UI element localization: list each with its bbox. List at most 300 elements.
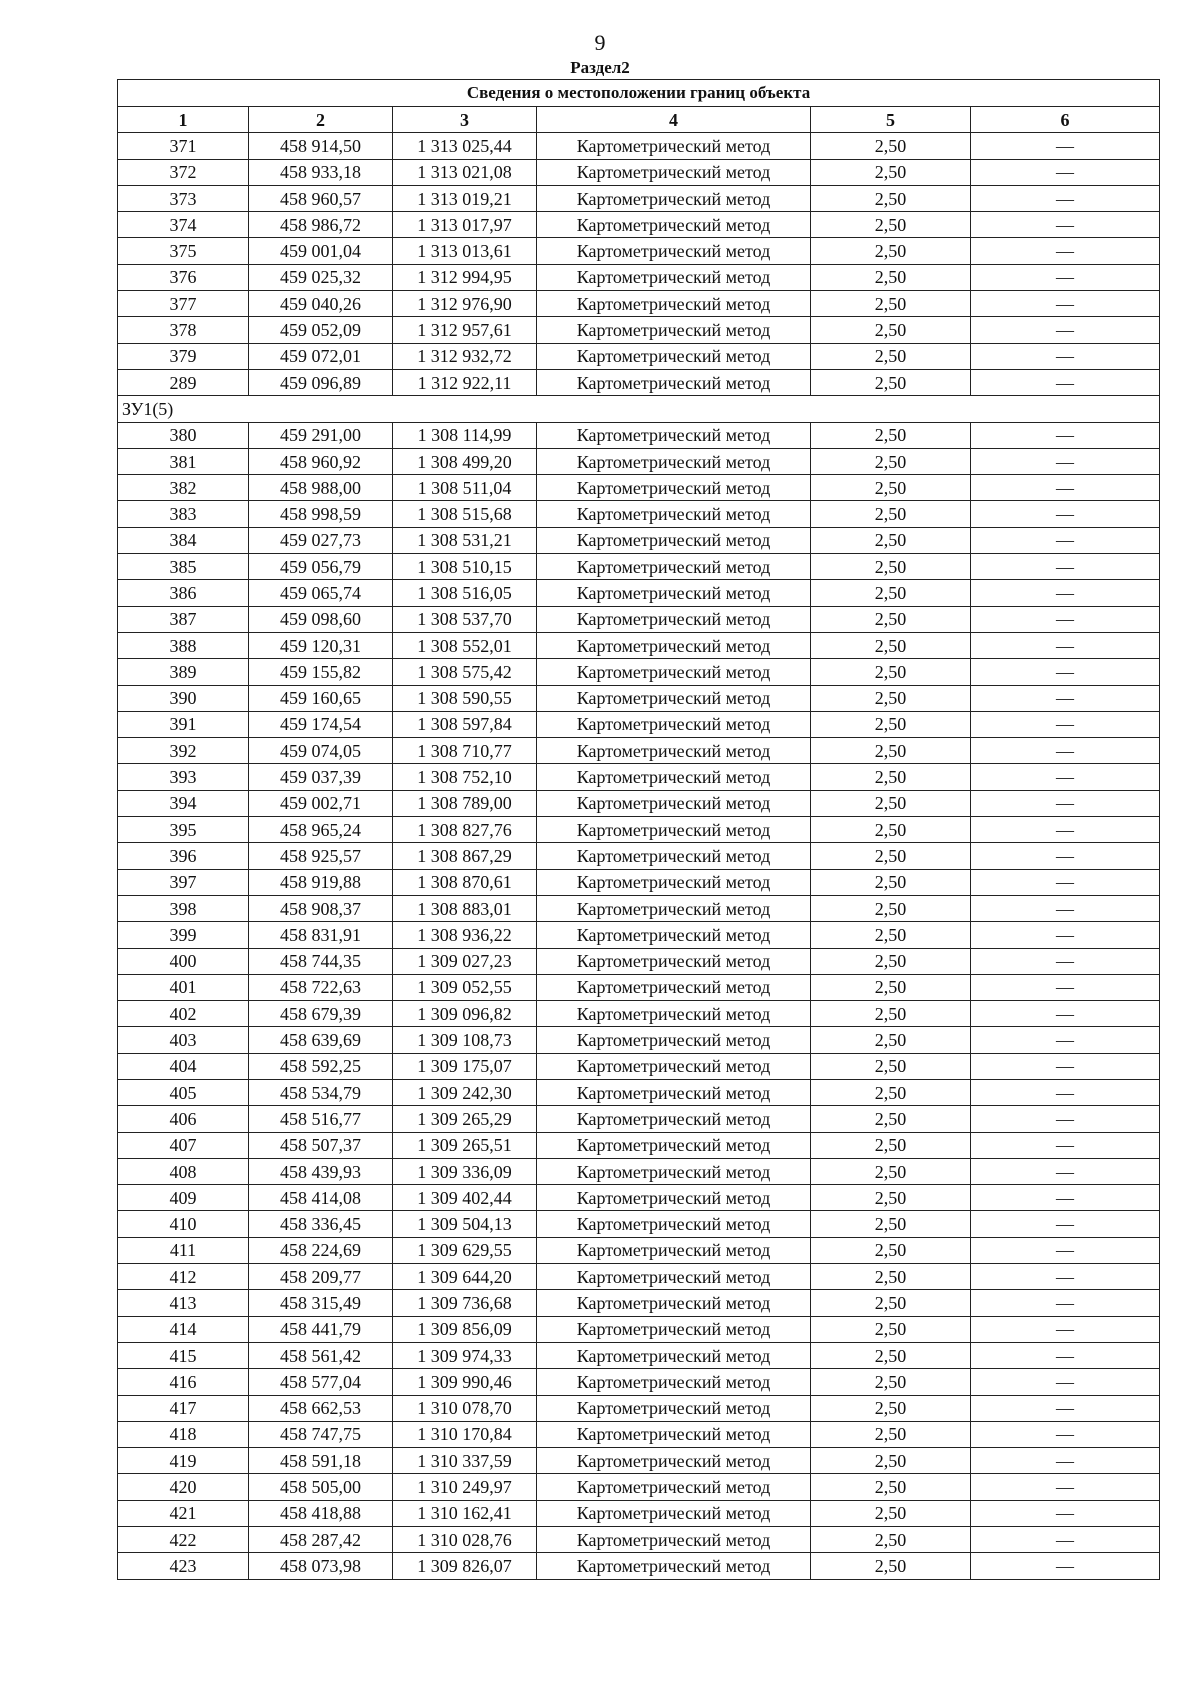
point-number-cell: 409 [118,1185,249,1211]
table-row [118,1553,1160,1579]
y-coordinate-cell: 1 313 013,61 [393,238,537,264]
description-cell: — [971,1132,1160,1158]
column-header: 5 [811,107,971,133]
x-coordinate-cell: 459 291,00 [249,422,393,448]
x-coordinate-cell: 459 052,09 [249,317,393,343]
accuracy-cell: 2,50 [811,1316,971,1342]
point-number-cell: 386 [118,580,249,606]
point-number-cell: 387 [118,606,249,632]
point-number-cell: 373 [118,185,249,211]
x-coordinate-cell: 458 988,00 [249,475,393,501]
method-cell: Картометрический метод [537,1369,811,1395]
y-coordinate-cell: 1 308 827,76 [393,817,537,843]
x-coordinate-cell: 458 418,88 [249,1500,393,1526]
table-row [118,291,1160,317]
description-cell: — [971,1395,1160,1421]
point-number-cell: 416 [118,1369,249,1395]
table-row [118,606,1160,632]
x-coordinate-cell: 458 505,00 [249,1474,393,1500]
description-cell: — [971,1421,1160,1447]
x-coordinate-cell: 458 960,57 [249,185,393,211]
y-coordinate-cell: 1 313 025,44 [393,133,537,159]
table-row [118,790,1160,816]
y-coordinate-cell: 1 312 932,72 [393,343,537,369]
y-coordinate-cell: 1 309 990,46 [393,1369,537,1395]
point-number-cell: 422 [118,1527,249,1553]
y-coordinate-cell: 1 308 752,10 [393,764,537,790]
accuracy-cell: 2,50 [811,1237,971,1263]
description-cell: — [971,369,1160,395]
table-row [118,1079,1160,1105]
table-row [118,1474,1160,1500]
accuracy-cell: 2,50 [811,1500,971,1526]
point-number-cell: 374 [118,212,249,238]
point-number-cell: 380 [118,422,249,448]
accuracy-cell: 2,50 [811,685,971,711]
table-row [118,1369,1160,1395]
x-coordinate-cell: 459 002,71 [249,790,393,816]
method-cell: Картометрический метод [537,685,811,711]
point-number-cell: 371 [118,133,249,159]
table-row [118,133,1160,159]
accuracy-cell: 2,50 [811,1053,971,1079]
point-number-cell: 404 [118,1053,249,1079]
y-coordinate-cell: 1 310 249,97 [393,1474,537,1500]
description-cell: — [971,606,1160,632]
accuracy-cell: 2,50 [811,527,971,553]
x-coordinate-cell: 458 925,57 [249,843,393,869]
x-coordinate-cell: 459 160,65 [249,685,393,711]
table-row [118,738,1160,764]
table-row [118,1264,1160,1290]
point-number-cell: 399 [118,922,249,948]
description-cell: — [971,1553,1160,1579]
description-cell: — [971,1474,1160,1500]
table-row [118,1053,1160,1079]
x-coordinate-cell: 459 001,04 [249,238,393,264]
y-coordinate-cell: 1 310 078,70 [393,1395,537,1421]
y-coordinate-cell: 1 309 027,23 [393,948,537,974]
y-coordinate-cell: 1 308 883,01 [393,895,537,921]
x-coordinate-cell: 458 679,39 [249,1001,393,1027]
y-coordinate-cell: 1 309 856,09 [393,1316,537,1342]
description-cell: — [971,159,1160,185]
accuracy-cell: 2,50 [811,948,971,974]
point-number-cell: 400 [118,948,249,974]
y-coordinate-cell: 1 309 108,73 [393,1027,537,1053]
accuracy-cell: 2,50 [811,264,971,290]
x-coordinate-cell: 458 441,79 [249,1316,393,1342]
accuracy-cell: 2,50 [811,1421,971,1447]
accuracy-cell: 2,50 [811,1211,971,1237]
point-number-cell: 417 [118,1395,249,1421]
method-cell: Картометрический метод [537,817,811,843]
column-number-row [118,107,1160,133]
point-number-cell: 382 [118,475,249,501]
y-coordinate-cell: 1 309 265,51 [393,1132,537,1158]
table-row [118,922,1160,948]
y-coordinate-cell: 1 312 994,95 [393,264,537,290]
table-row [118,422,1160,448]
description-cell: — [971,580,1160,606]
y-coordinate-cell: 1 309 974,33 [393,1342,537,1368]
method-cell: Картометрический метод [537,1342,811,1368]
y-coordinate-cell: 1 308 710,77 [393,738,537,764]
table-row [118,843,1160,869]
method-cell: Картометрический метод [537,1500,811,1526]
description-cell: — [971,1264,1160,1290]
x-coordinate-cell: 458 831,91 [249,922,393,948]
method-cell: Картометрический метод [537,1395,811,1421]
table-caption-row [118,80,1160,107]
accuracy-cell: 2,50 [811,422,971,448]
method-cell: Картометрический метод [537,1106,811,1132]
point-number-cell: 421 [118,1500,249,1526]
y-coordinate-cell: 1 308 789,00 [393,790,537,816]
method-cell: Картометрический метод [537,1421,811,1447]
description-cell: — [971,1079,1160,1105]
accuracy-cell: 2,50 [811,974,971,1000]
x-coordinate-cell: 458 534,79 [249,1079,393,1105]
point-number-cell: 394 [118,790,249,816]
x-coordinate-cell: 459 096,89 [249,369,393,395]
point-number-cell: 402 [118,1001,249,1027]
group-row [118,396,1160,422]
x-coordinate-cell: 459 098,60 [249,606,393,632]
description-cell: — [971,764,1160,790]
point-number-cell: 376 [118,264,249,290]
x-coordinate-cell: 458 662,53 [249,1395,393,1421]
method-cell: Картометрический метод [537,764,811,790]
y-coordinate-cell: 1 308 867,29 [393,843,537,869]
method-cell: Картометрический метод [537,422,811,448]
accuracy-cell: 2,50 [811,159,971,185]
accuracy-cell: 2,50 [811,632,971,658]
description-cell: — [971,1158,1160,1184]
accuracy-cell: 2,50 [811,790,971,816]
description-cell: — [971,974,1160,1000]
method-cell: Картометрический метод [537,1079,811,1105]
table-body [118,133,1160,1579]
x-coordinate-cell: 458 744,35 [249,948,393,974]
method-cell: Картометрический метод [537,1053,811,1079]
y-coordinate-cell: 1 313 021,08 [393,159,537,185]
method-cell: Картометрический метод [537,1474,811,1500]
y-coordinate-cell: 1 312 957,61 [393,317,537,343]
y-coordinate-cell: 1 309 402,44 [393,1185,537,1211]
table-row [118,554,1160,580]
table-row [118,264,1160,290]
accuracy-cell: 2,50 [811,554,971,580]
table-row [118,1448,1160,1474]
accuracy-cell: 2,50 [811,1527,971,1553]
method-cell: Картометрический метод [537,659,811,685]
x-coordinate-cell: 458 315,49 [249,1290,393,1316]
description-cell: — [971,317,1160,343]
accuracy-cell: 2,50 [811,606,971,632]
table-row [118,1395,1160,1421]
table-row [118,659,1160,685]
accuracy-cell: 2,50 [811,1342,971,1368]
point-number-cell: 383 [118,501,249,527]
point-number-cell: 392 [118,738,249,764]
point-number-cell: 378 [118,317,249,343]
description-cell: — [971,475,1160,501]
accuracy-cell: 2,50 [811,1395,971,1421]
accuracy-cell: 2,50 [811,1132,971,1158]
description-cell: — [971,1237,1160,1263]
method-cell: Картометрический метод [537,1316,811,1342]
x-coordinate-cell: 459 174,54 [249,711,393,737]
accuracy-cell: 2,50 [811,711,971,737]
y-coordinate-cell: 1 309 629,55 [393,1237,537,1263]
method-cell: Картометрический метод [537,212,811,238]
point-number-cell: 388 [118,632,249,658]
description-cell: — [971,922,1160,948]
table-row [118,1027,1160,1053]
description-cell: — [971,422,1160,448]
description-cell: — [971,1001,1160,1027]
table-row [118,1316,1160,1342]
description-cell: — [971,685,1160,711]
x-coordinate-cell: 458 209,77 [249,1264,393,1290]
method-cell: Картометрический метод [537,527,811,553]
table-row [118,238,1160,264]
point-number-cell: 390 [118,685,249,711]
x-coordinate-cell: 458 914,50 [249,133,393,159]
y-coordinate-cell: 1 309 265,29 [393,1106,537,1132]
x-coordinate-cell: 459 027,73 [249,527,393,553]
table-row [118,1132,1160,1158]
table-row [118,685,1160,711]
point-number-cell: 372 [118,159,249,185]
accuracy-cell: 2,50 [811,133,971,159]
method-cell: Картометрический метод [537,1158,811,1184]
y-coordinate-cell: 1 308 575,42 [393,659,537,685]
table-row [118,448,1160,474]
method-cell: Картометрический метод [537,1211,811,1237]
x-coordinate-cell: 459 040,26 [249,291,393,317]
accuracy-cell: 2,50 [811,317,971,343]
accuracy-cell: 2,50 [811,1290,971,1316]
accuracy-cell: 2,50 [811,1264,971,1290]
point-number-cell: 395 [118,817,249,843]
x-coordinate-cell: 458 592,25 [249,1053,393,1079]
point-number-cell: 410 [118,1211,249,1237]
accuracy-cell: 2,50 [811,1027,971,1053]
table-row [118,1185,1160,1211]
y-coordinate-cell: 1 310 162,41 [393,1500,537,1526]
table-row [118,1001,1160,1027]
table-row [118,1237,1160,1263]
method-cell: Картометрический метод [537,711,811,737]
description-cell: — [971,1290,1160,1316]
y-coordinate-cell: 1 310 028,76 [393,1527,537,1553]
point-number-cell: 379 [118,343,249,369]
description-cell: — [971,1316,1160,1342]
method-cell: Картометрический метод [537,554,811,580]
x-coordinate-cell: 458 414,08 [249,1185,393,1211]
method-cell: Картометрический метод [537,185,811,211]
method-cell: Картометрический метод [537,922,811,948]
x-coordinate-cell: 458 591,18 [249,1448,393,1474]
table-row [118,1421,1160,1447]
description-cell: — [971,817,1160,843]
accuracy-cell: 2,50 [811,238,971,264]
accuracy-cell: 2,50 [811,1158,971,1184]
accuracy-cell: 2,50 [811,659,971,685]
column-header: 2 [249,107,393,133]
method-cell: Картометрический метод [537,501,811,527]
page-number: 9 [594,30,606,55]
x-coordinate-cell: 458 224,69 [249,1237,393,1263]
table-caption: Сведения о местоположении границ объекта [118,80,1160,107]
method-cell: Картометрический метод [537,1290,811,1316]
point-number-cell: 389 [118,659,249,685]
y-coordinate-cell: 1 308 114,99 [393,422,537,448]
accuracy-cell: 2,50 [811,738,971,764]
table-row [118,974,1160,1000]
description-cell: — [971,238,1160,264]
method-cell: Картометрический метод [537,606,811,632]
table-row [118,948,1160,974]
description-cell: — [971,185,1160,211]
group-label: ЗУ1(5) [118,396,1160,422]
accuracy-cell: 2,50 [811,475,971,501]
point-number-cell: 405 [118,1079,249,1105]
description-cell: — [971,632,1160,658]
x-coordinate-cell: 459 072,01 [249,343,393,369]
accuracy-cell: 2,50 [811,764,971,790]
table-row [118,1500,1160,1526]
y-coordinate-cell: 1 308 515,68 [393,501,537,527]
point-number-cell: 289 [118,369,249,395]
accuracy-cell: 2,50 [811,501,971,527]
table-row [118,1342,1160,1368]
table-row [118,1527,1160,1553]
x-coordinate-cell: 459 074,05 [249,738,393,764]
y-coordinate-cell: 1 308 590,55 [393,685,537,711]
x-coordinate-cell: 459 065,74 [249,580,393,606]
description-cell: — [971,790,1160,816]
x-coordinate-cell: 458 439,93 [249,1158,393,1184]
point-number-cell: 375 [118,238,249,264]
method-cell: Картометрический метод [537,1527,811,1553]
table-row [118,817,1160,843]
point-number-cell: 406 [118,1106,249,1132]
accuracy-cell: 2,50 [811,369,971,395]
method-cell: Картометрический метод [537,974,811,1000]
y-coordinate-cell: 1 309 826,07 [393,1553,537,1579]
x-coordinate-cell: 458 722,63 [249,974,393,1000]
description-cell: — [971,1342,1160,1368]
method-cell: Картометрический метод [537,580,811,606]
accuracy-cell: 2,50 [811,895,971,921]
boundary-coordinates-table [117,79,1160,1580]
point-number-cell: 415 [118,1342,249,1368]
method-cell: Картометрический метод [537,1132,811,1158]
description-cell: — [971,1053,1160,1079]
x-coordinate-cell: 459 037,39 [249,764,393,790]
description-cell: — [971,527,1160,553]
method-cell: Картометрический метод [537,632,811,658]
point-number-cell: 420 [118,1474,249,1500]
x-coordinate-cell: 459 120,31 [249,632,393,658]
x-coordinate-cell: 458 747,75 [249,1421,393,1447]
method-cell: Картометрический метод [537,264,811,290]
accuracy-cell: 2,50 [811,1185,971,1211]
point-number-cell: 381 [118,448,249,474]
x-coordinate-cell: 458 908,37 [249,895,393,921]
table-row [118,317,1160,343]
accuracy-cell: 2,50 [811,843,971,869]
y-coordinate-cell: 1 309 052,55 [393,974,537,1000]
y-coordinate-cell: 1 308 499,20 [393,448,537,474]
point-number-cell: 397 [118,869,249,895]
y-coordinate-cell: 1 312 922,11 [393,369,537,395]
description-cell: — [971,1500,1160,1526]
description-cell: — [971,291,1160,317]
description-cell: — [971,738,1160,764]
description-cell: — [971,659,1160,685]
point-number-cell: 401 [118,974,249,1000]
y-coordinate-cell: 1 313 019,21 [393,185,537,211]
y-coordinate-cell: 1 313 017,97 [393,212,537,238]
method-cell: Картометрический метод [537,1264,811,1290]
method-cell: Картометрический метод [537,133,811,159]
description-cell: — [971,264,1160,290]
y-coordinate-cell: 1 308 597,84 [393,711,537,737]
point-number-cell: 391 [118,711,249,737]
x-coordinate-cell: 458 561,42 [249,1342,393,1368]
table-row [118,764,1160,790]
table-row [118,632,1160,658]
x-coordinate-cell: 458 073,98 [249,1553,393,1579]
y-coordinate-cell: 1 310 170,84 [393,1421,537,1447]
y-coordinate-cell: 1 309 336,09 [393,1158,537,1184]
point-number-cell: 413 [118,1290,249,1316]
x-coordinate-cell: 458 639,69 [249,1027,393,1053]
y-coordinate-cell: 1 308 552,01 [393,632,537,658]
method-cell: Картометрический метод [537,1185,811,1211]
description-cell: — [971,1527,1160,1553]
y-coordinate-cell: 1 308 510,15 [393,554,537,580]
table-row [118,1158,1160,1184]
table-row [118,475,1160,501]
y-coordinate-cell: 1 309 175,07 [393,1053,537,1079]
method-cell: Картометрический метод [537,159,811,185]
x-coordinate-cell: 458 516,77 [249,1106,393,1132]
point-number-cell: 398 [118,895,249,921]
point-number-cell: 423 [118,1553,249,1579]
accuracy-cell: 2,50 [811,869,971,895]
y-coordinate-cell: 1 308 936,22 [393,922,537,948]
x-coordinate-cell: 459 155,82 [249,659,393,685]
accuracy-cell: 2,50 [811,1474,971,1500]
point-number-cell: 419 [118,1448,249,1474]
method-cell: Картометрический метод [537,291,811,317]
accuracy-cell: 2,50 [811,343,971,369]
description-cell: — [971,1211,1160,1237]
x-coordinate-cell: 459 025,32 [249,264,393,290]
table-row [118,185,1160,211]
description-cell: — [971,895,1160,921]
point-number-cell: 414 [118,1316,249,1342]
point-number-cell: 411 [118,1237,249,1263]
accuracy-cell: 2,50 [811,1001,971,1027]
y-coordinate-cell: 1 308 511,04 [393,475,537,501]
table-row [118,580,1160,606]
